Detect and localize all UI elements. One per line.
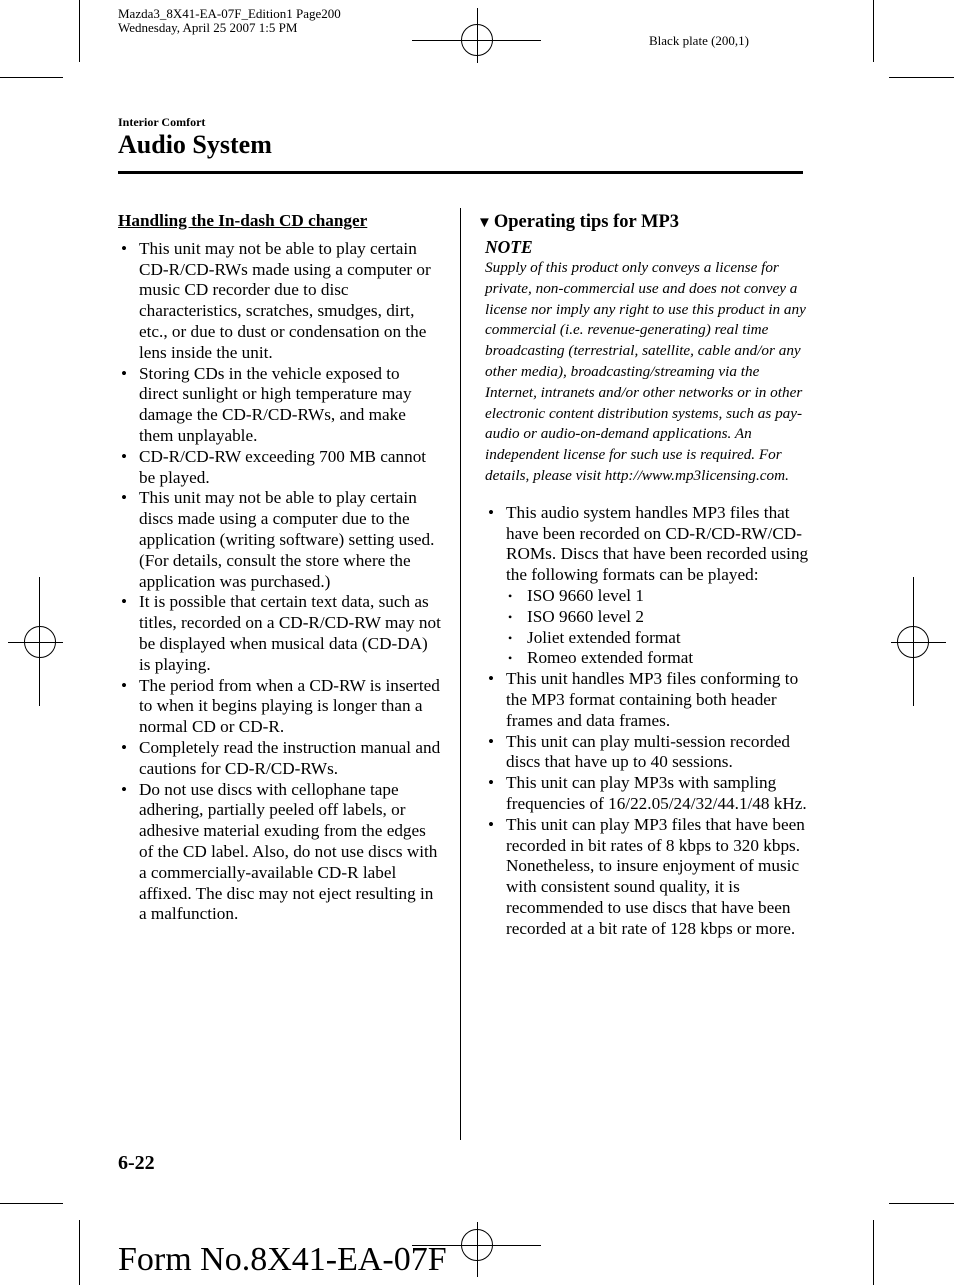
- crop-mark-bottom-right-horizontal: [889, 1203, 954, 1204]
- mp3-format-list: [506, 586, 810, 669]
- crop-mark-top-right-vertical: [873, 0, 874, 62]
- format-item: • Joliet extended format: [506, 628, 810, 649]
- print-info-line-1: Mazda3_8X41-EA-07F_Edition1 Page200: [118, 6, 341, 21]
- mp3-bullet-list: [485, 503, 810, 940]
- crop-mark-bottom-right-vertical: [873, 1220, 874, 1285]
- list-item: • This unit handles MP3 files conforming to the MP3 format containing both header frames and data frames.: [485, 669, 810, 731]
- list-item: • Completely read the instruction manual and cautions for CD-R/CD-RWs.: [118, 738, 443, 780]
- list-item: • Storing CDs in the vehicle exposed to direct sunlight or high temperature may damage the CD-R/CD-RWs, and make them unplayable.: [118, 364, 443, 447]
- crop-mark-top-right-horizontal: [889, 77, 954, 78]
- page-title: Audio System: [118, 130, 272, 159]
- format-item: • ISO 9660 level 2: [506, 607, 810, 628]
- left-column: [118, 211, 443, 925]
- print-info: [118, 7, 341, 35]
- note-label: NOTE: [485, 237, 533, 257]
- plate-info: Black plate (200,1): [649, 33, 749, 48]
- mp3-tips-heading-text: Operating tips for MP3: [493, 212, 680, 232]
- format-item: • Romeo extended format: [506, 648, 810, 669]
- triangle-down-icon: ▼: [477, 215, 492, 231]
- form-number: Form No.8X41-EA-07F: [118, 1241, 447, 1278]
- section-label: Interior Comfort: [118, 115, 206, 129]
- right-column: [477, 211, 810, 940]
- list-item: • The period from when a CD-RW is inserted to when it begins playing is longer than a normal CD or CD-R.: [118, 676, 443, 738]
- list-item: • This unit can play MP3s with sampling frequencies of 16/22.05/24/32/44.1/48 kHz.: [485, 773, 810, 815]
- mp3-tips-heading: [477, 211, 810, 234]
- list-item: • This unit can play multi-session recorded discs that have up to 40 sessions.: [485, 732, 810, 774]
- note-text: Supply of this product only conveys a license for private, non-commercial use and does not convey a license nor imply any right to use this product in any commercial (i.e. revenue-generating) real time broadcasting (terrestrial, satellite, cable and/or any other media), broadcasting/streaming via the Internet, intranets and/or other networks or in other electronic content distribution systems, such as pay-audio or audio-on-demand applications. An independent license for such use is required. For details, please visit http://www.mp3licensing.com.: [485, 259, 806, 484]
- crop-mark-bottom-left-horizontal: [0, 1203, 63, 1204]
- column-divider: [460, 208, 461, 1140]
- format-item: • ISO 9660 level 1: [506, 586, 810, 607]
- list-item: • Do not use discs with cellophane tape adhering, partially peeled off labels, or adhesive material exuding from the edges of the CD label. Also, do not use discs with a commercially-available CD-R label affixed. The disc may not eject resulting in a malfunction.: [118, 780, 443, 926]
- mp3-formats-intro: • This audio system handles MP3 files that have been recorded on CD-R/CD-RW/CD-ROMs. Discs that have been recorded using the following formats can be played:: [506, 502, 809, 585]
- list-item: • It is possible that certain text data, such as titles, recorded on a CD-R/CD-RW may not be displayed when musical data (CD-DA) is playing.: [118, 592, 443, 675]
- crop-mark-top-left-horizontal: [0, 77, 63, 78]
- crop-mark-bottom-left-vertical: [79, 1220, 80, 1285]
- title-rule: [118, 171, 803, 174]
- list-item: [485, 503, 810, 669]
- list-item: • This unit may not be able to play certain CD-R/CD-RWs made using a computer or music CD recorder due to disc characteristics, scratches, smudges, dirt, etc., or due to dust or condensation on the lens inside the unit.: [118, 239, 443, 364]
- print-info-line-2: Wednesday, April 25 2007 1:5 PM: [118, 20, 298, 35]
- page-number: 6-22: [118, 1152, 155, 1174]
- cd-changer-bullet-list: [118, 239, 443, 925]
- crop-mark-top-left-vertical: [79, 0, 80, 62]
- list-item: • CD-R/CD-RW exceeding 700 MB cannot be played.: [118, 447, 443, 489]
- list-item: • This unit may not be able to play certain discs made using a computer due to the application (writing software) setting used. (For details, consult the store where the application was purchased.): [118, 488, 443, 592]
- cd-changer-heading: Handling the In-dash CD changer: [118, 211, 368, 230]
- list-item: • This unit can play MP3 files that have been recorded in bit rates of 8 kbps to 320 kbps. Nonetheless, to insure enjoyment of music with consistent sound quality, it is recommended to use discs that have been recorded at a bit rate of 128 kbps or more.: [485, 815, 810, 940]
